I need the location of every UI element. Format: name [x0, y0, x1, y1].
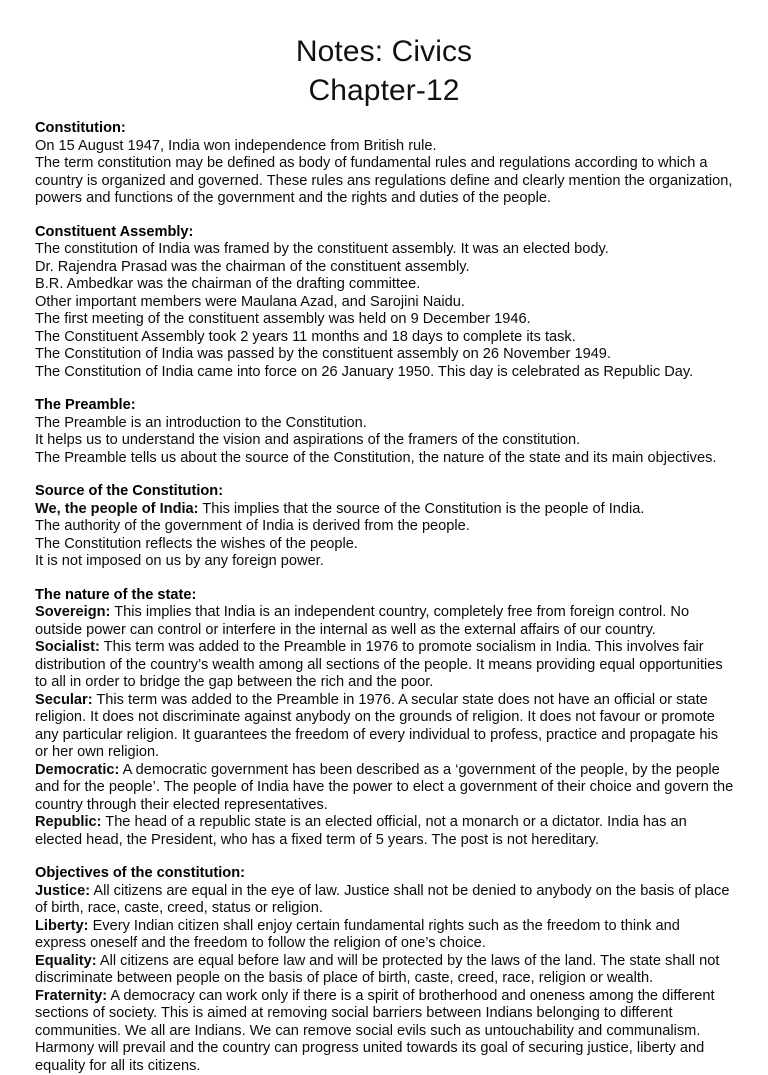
section-heading: The nature of the state: — [35, 587, 735, 605]
paragraph-text: The constitution of India was framed by the constituent assembly. It was an elected body. — [35, 241, 609, 257]
paragraph-text: On 15 August 1947, India won independence from British rule. — [35, 138, 437, 154]
paragraph-lead-label: Fraternity: — [35, 988, 107, 1004]
paragraph-text: Dr. Rajendra Prasad was the chairman of the constituent assembly. — [35, 259, 470, 275]
section-paragraph — [35, 918, 735, 953]
document-title — [0, 0, 768, 110]
paragraph-lead-label: Democratic: — [35, 762, 119, 778]
paragraph-lead-label: Secular: — [35, 692, 93, 708]
paragraph-lead-label: Socialist: — [35, 639, 100, 655]
document-section — [35, 587, 735, 850]
section-paragraph — [35, 294, 735, 312]
section-paragraph — [35, 138, 735, 156]
paragraph-text: The authority of the government of India is derived from the people. — [35, 518, 470, 534]
paragraph-lead-label: Justice: — [35, 883, 90, 899]
section-paragraph — [35, 450, 735, 468]
paragraph-text: The Preamble is an introduction to the Constitution. — [35, 415, 367, 431]
paragraph-lead-label: Republic: — [35, 814, 101, 830]
section-heading: Objectives of the constitution: — [35, 865, 735, 883]
paragraph-text: The Constituent Assembly took 2 years 11 months and 18 days to complete its task. — [35, 329, 576, 345]
section-paragraph — [35, 155, 735, 208]
document-section — [35, 120, 735, 208]
paragraph-text: The head of a republic state is an elected official, not a monarch or a dictator. India has an elected head, the President, who has a fixed term of 5 years. The post is not hereditary. — [35, 814, 687, 848]
paragraph-text: A democratic government has been described as a ‘government of the people, by the people and for the people’. The people of India have the power to elect a government of their choice and govern the country through their elected representatives. — [35, 762, 733, 813]
section-paragraph — [35, 432, 735, 450]
section-paragraph — [35, 241, 735, 259]
paragraph-text: This implies that India is an independent country, completely free from foreign control. No outside power can control or interfere in the internal as well as the external affairs of our country. — [35, 604, 689, 638]
section-paragraph — [35, 604, 735, 639]
paragraph-text: A democracy can work only if there is a spirit of brotherhood and oneness among the different sections of society. This is aimed at removing social barriers between Indians belonging to different communities. We all are Indians. We can remove social evils such as untouchability and communalism. Harmony will prevail and the country can progress united towards its goal of securing justice, liberty and equality for all its citizens. — [35, 988, 715, 1074]
paragraph-text: Every Indian citizen shall enjoy certain fundamental rights such as the freedom to think and express oneself and the freedom to follow the religion of one’s choice. — [35, 918, 680, 952]
section-heading: Source of the Constitution: — [35, 483, 735, 501]
section-paragraph — [35, 259, 735, 277]
section-paragraph — [35, 311, 735, 329]
section-paragraph — [35, 364, 735, 382]
paragraph-text: All citizens are equal in the eye of law. Justice shall not be denied to anybody on the basis of place of birth, race, caste, creed, status or religion. — [35, 883, 729, 917]
paragraph-lead-label: Liberty: — [35, 918, 89, 934]
paragraph-text: It is not imposed on us by any foreign power. — [35, 553, 324, 569]
paragraph-text: The Constitution of India came into force on 26 January 1950. This day is celebrated as Republic Day. — [35, 364, 693, 380]
section-paragraph — [35, 883, 735, 918]
paragraph-text: The term constitution may be defined as body of fundamental rules and regulations according to which a country is organized and governed. These rules ans regulations define and clearly mention the organization, powers and functions of the government and the rights and duties of the people. — [35, 155, 732, 206]
document-section — [35, 483, 735, 571]
section-heading: Constitution: — [35, 120, 735, 138]
section-paragraph — [35, 553, 735, 571]
section-paragraph — [35, 762, 735, 815]
paragraph-text: The first meeting of the constituent assembly was held on 9 December 1946. — [35, 311, 531, 327]
paragraph-lead-label: We, the people of India: — [35, 501, 199, 517]
paragraph-text: All citizens are equal before law and will be protected by the laws of the land. The state shall not discriminate between people on the basis of place of birth, caste, creed, race, religion or wealth. — [35, 953, 719, 987]
section-paragraph — [35, 518, 735, 536]
document-body — [35, 120, 735, 1075]
section-paragraph — [35, 814, 735, 849]
section-heading: The Preamble: — [35, 397, 735, 415]
paragraph-text: This implies that the source of the Constitution is the people of India. — [199, 501, 645, 517]
section-paragraph — [35, 536, 735, 554]
section-paragraph — [35, 276, 735, 294]
paragraph-text: The Constitution reflects the wishes of the people. — [35, 536, 358, 552]
section-heading: Constituent Assembly: — [35, 224, 735, 242]
section-paragraph — [35, 346, 735, 364]
section-paragraph — [35, 639, 735, 692]
document-section — [35, 397, 735, 467]
section-paragraph — [35, 501, 735, 519]
paragraph-text: Other important members were Maulana Azad, and Sarojini Naidu. — [35, 294, 465, 310]
paragraph-lead-label: Equality: — [35, 953, 97, 969]
paragraph-text: It helps us to understand the vision and aspirations of the framers of the constitution. — [35, 432, 580, 448]
paragraph-text: B.R. Ambedkar was the chairman of the drafting committee. — [35, 276, 420, 292]
section-paragraph — [35, 329, 735, 347]
paragraph-text: The Constitution of India was passed by the constituent assembly on 26 November 1949. — [35, 346, 611, 362]
document-section — [35, 865, 735, 1075]
section-paragraph — [35, 988, 735, 1075]
title-line-2: Chapter-12 — [0, 71, 768, 110]
document-section — [35, 224, 735, 382]
section-paragraph — [35, 415, 735, 433]
paragraph-lead-label: Sovereign: — [35, 604, 110, 620]
paragraph-text: This term was added to the Preamble in 1976 to promote socialism in India. This involves fair distribution of the country’s wealth among all sections of the people. It means providing equal opportunities to all in order to bridge the gap between the rich and the poor. — [35, 639, 723, 690]
paragraph-text: The Preamble tells us about the source of the Constitution, the nature of the state and its main objectives. — [35, 450, 716, 466]
section-paragraph — [35, 692, 735, 762]
title-line-1: Notes: Civics — [0, 32, 768, 71]
section-paragraph — [35, 953, 735, 988]
paragraph-text: This term was added to the Preamble in 1976. A secular state does not have an official or state religion. It does not discriminate against anybody on the grounds of religion. It does not favour or promote any particular religion. It guarantees the freedom of every individual to profess, practice and propagate his or her own religion. — [35, 692, 718, 761]
